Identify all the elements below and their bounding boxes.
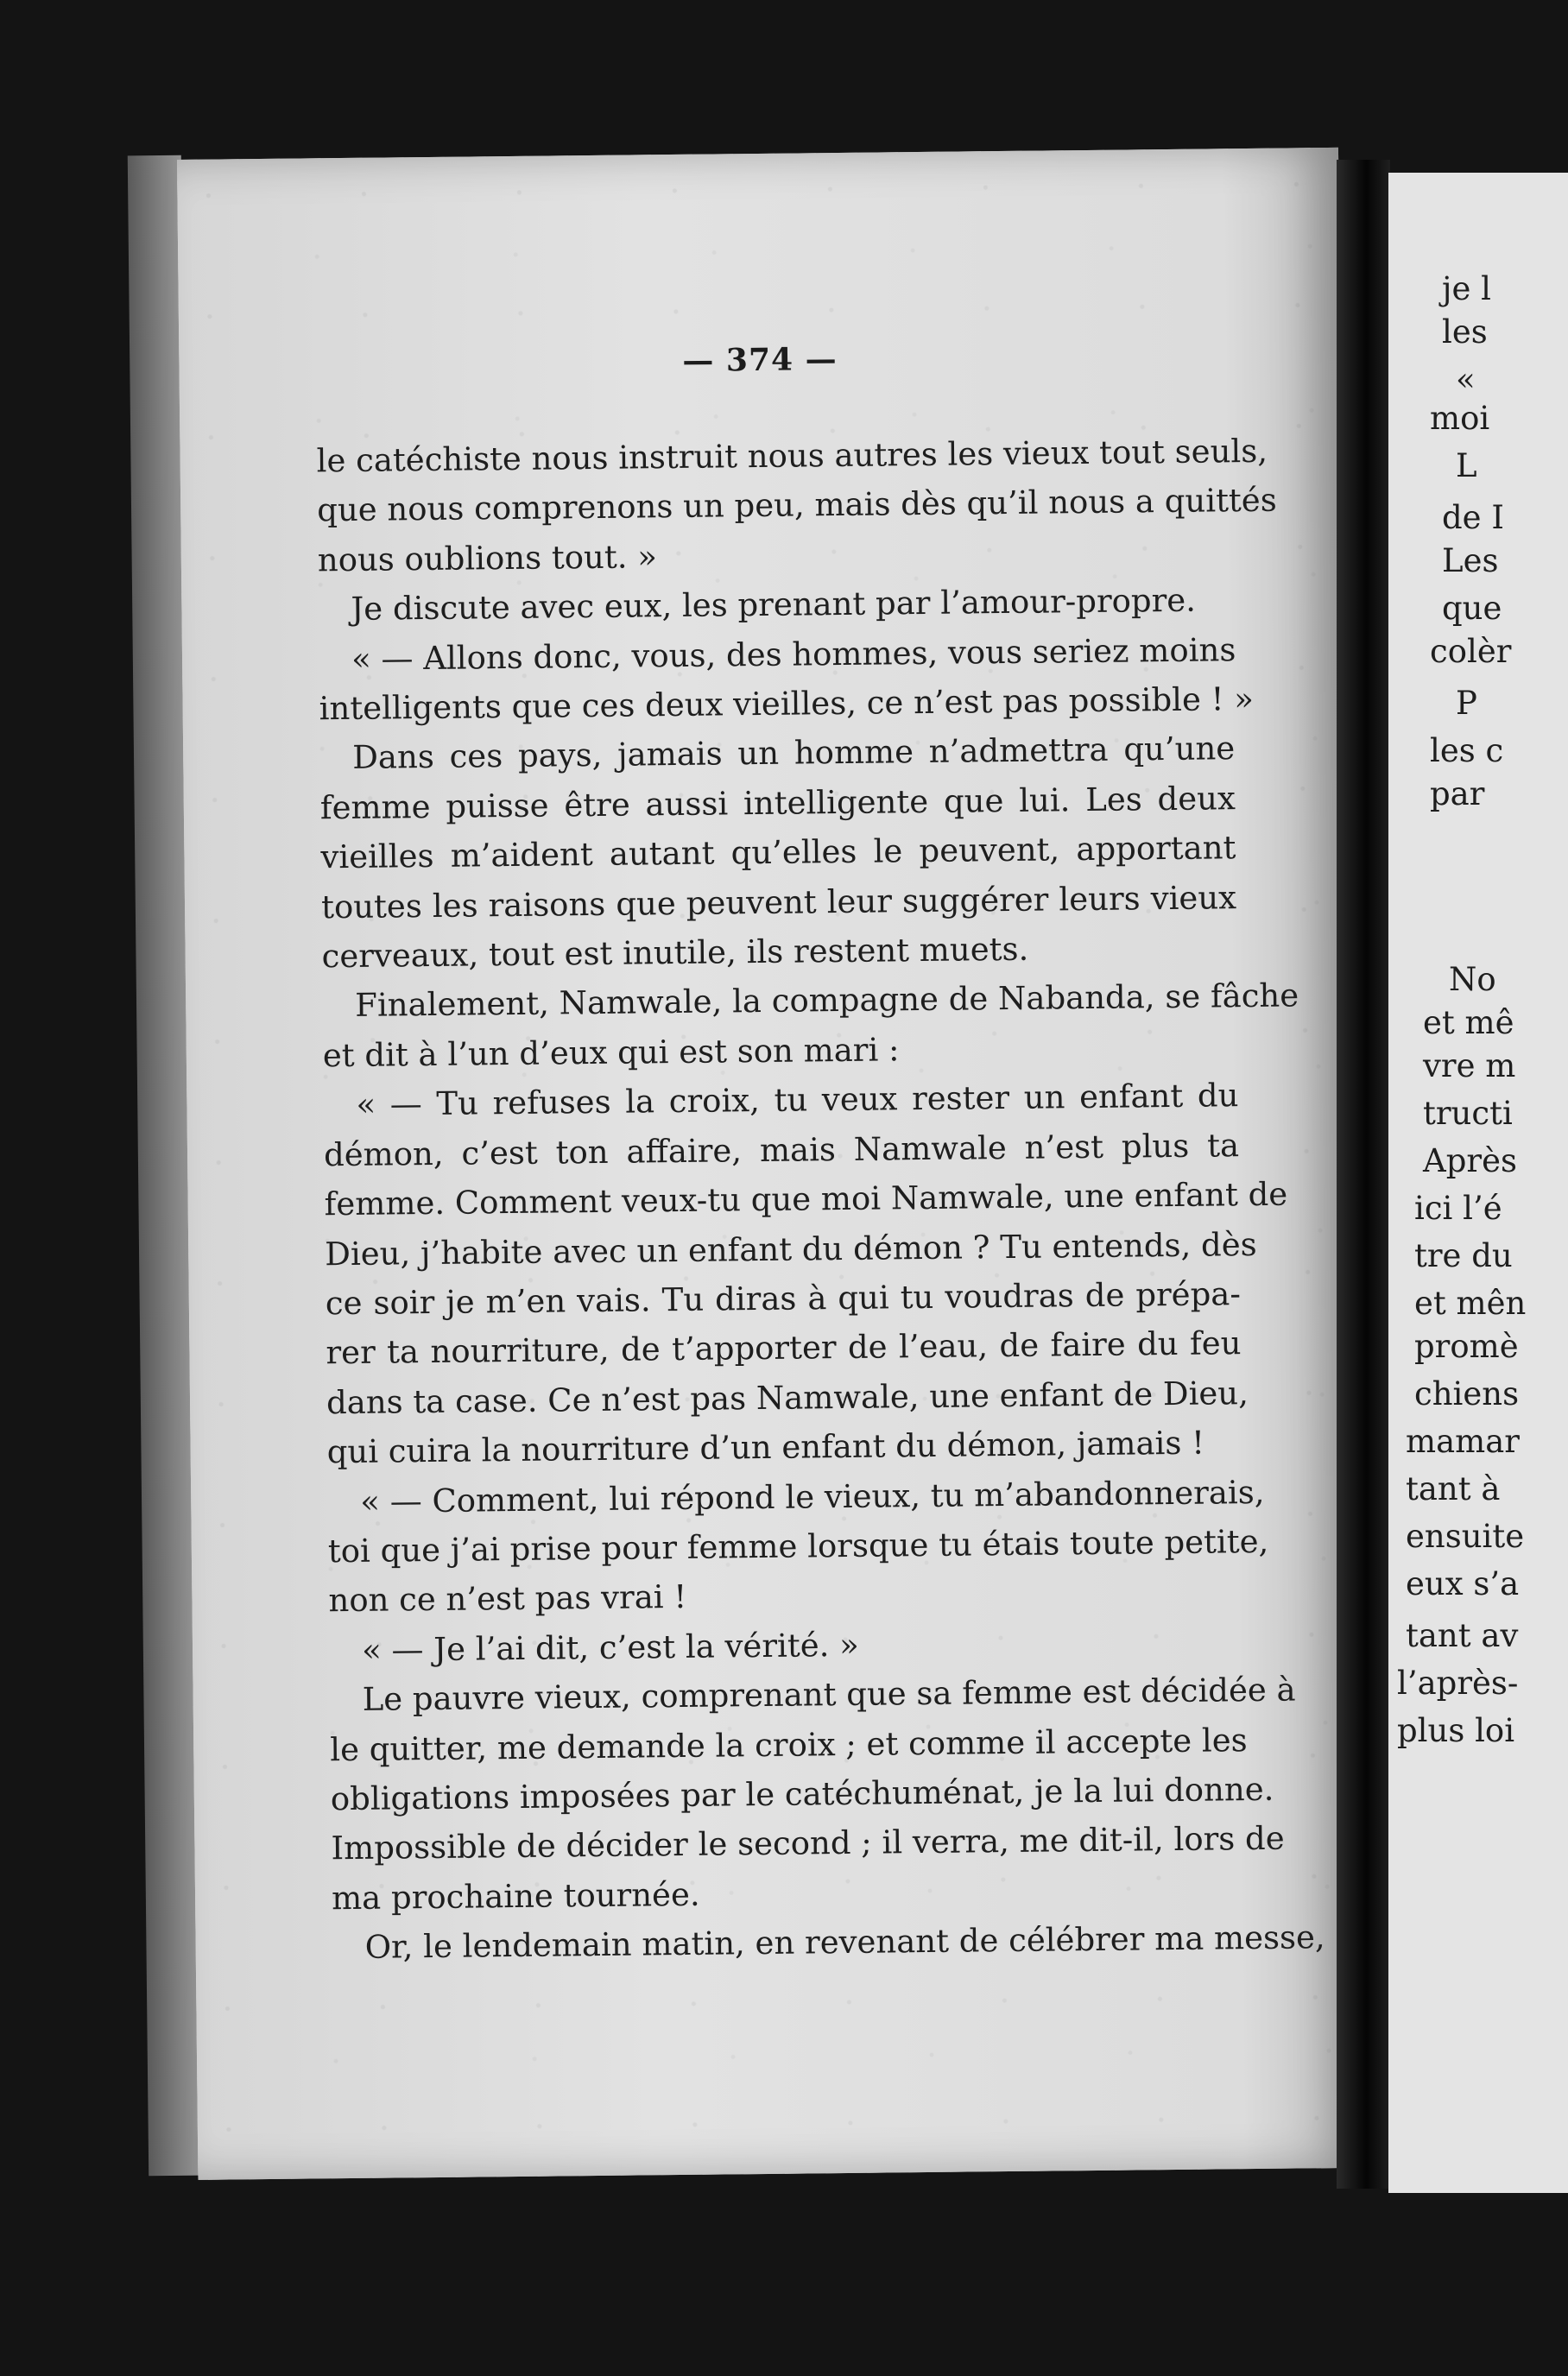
right-page-line: «: [1456, 361, 1476, 398]
text-line: « — Comment, lui répond le vieux, tu m’abandonnerais,: [360, 1473, 1265, 1520]
text-line: ma prochaine tournée.: [331, 1875, 700, 1918]
right-page-line: tre du: [1414, 1237, 1513, 1274]
text-line: toi que j’ai prise pour femme lorsque tu étais toute petite,: [327, 1522, 1269, 1570]
text-line: dans ta case. Ce n’est pas Namwale, une enfant de Dieu,: [326, 1374, 1249, 1421]
right-page-line: promè: [1414, 1328, 1519, 1365]
text-line: vieilles m’aident autant qu’elles le peuvent, apportant: [320, 829, 1236, 876]
right-page-line: ici l’é: [1414, 1190, 1502, 1227]
text-line: nous oublions tout. »: [317, 538, 658, 579]
right-page-fragment: [1388, 173, 1568, 2193]
text-line: « — Tu refuses la croix, tu veux rester un enfant du: [356, 1077, 1239, 1124]
text-line: Le pauvre vieux, comprenant que sa femme est décidée à: [362, 1671, 1296, 1719]
text-line: Dans ces pays, jamais un homme n’admettra qu’une: [352, 730, 1236, 777]
text-line: obligations imposées par le catéchuménat, je la lui donne.: [330, 1770, 1274, 1818]
text-line: Impossible de décider le second ; il verra, me dit-il, lors de: [331, 1820, 1285, 1867]
right-page-line: P: [1456, 685, 1477, 722]
right-page-line: par: [1430, 775, 1485, 812]
right-page-line: No: [1449, 961, 1496, 998]
right-page-line: les c: [1430, 732, 1504, 769]
text-line: femme puisse être aussi intelligente que lui. Les deux: [319, 780, 1236, 827]
right-page-line: ensuite: [1406, 1518, 1525, 1555]
text-line: Dieu, j’habite avec un enfant du démon ? Tu entends, dès: [325, 1225, 1257, 1273]
text-line: Or, le lendemain matin, en revenant de célébrer ma messe,: [364, 1918, 1325, 1967]
right-page-line: je l: [1442, 270, 1491, 307]
right-page-line: Après: [1423, 1142, 1517, 1179]
text-line: cerveaux, tout est inutile, ils restent muets.: [321, 930, 1029, 976]
text-line: Je discute avec eux, les prenant par l’amour-propre.: [351, 581, 1197, 629]
right-page-line: L: [1456, 447, 1477, 484]
right-page-line: Les: [1442, 542, 1499, 579]
right-page-line: tant à: [1406, 1470, 1501, 1507]
right-page-line: les: [1442, 313, 1488, 351]
page-number: — 374 —: [682, 341, 838, 379]
text-line: toutes les raisons que peuvent leur suggérer leurs vieux: [320, 878, 1237, 926]
right-page-line: et mê: [1423, 1004, 1514, 1041]
text-line: le quitter, me demande la croix ; et comme il accepte les: [330, 1721, 1248, 1768]
right-page-line: plus loi: [1397, 1712, 1515, 1749]
text-line: que nous comprenons un peu, mais dès qu’il nous a quittés: [317, 482, 1277, 529]
text-line: ce soir je m’en vais. Tu diras à qui tu voudras de prépa-: [325, 1275, 1242, 1323]
text-line: femme. Comment veux-tu que moi Namwale, une enfant de: [324, 1175, 1288, 1223]
right-page-line: et mên: [1414, 1285, 1527, 1322]
right-page-line: vre m: [1423, 1047, 1516, 1084]
right-page-line: que: [1442, 590, 1502, 627]
right-page-line: moi: [1430, 400, 1490, 437]
right-page-line: chiens: [1414, 1375, 1520, 1412]
text-line: démon, c’est ton affaire, mais Namwale n’est plus ta: [323, 1126, 1240, 1173]
text-line: et dit à l’un d’eux qui est son mari :: [322, 1031, 900, 1075]
text-line: intelligents que ces deux vieilles, ce n’est pas possible ! »: [319, 680, 1255, 728]
right-page-line: mamar: [1406, 1423, 1520, 1460]
text-line: qui cuira la nourriture d’un enfant du démon, jamais !: [326, 1424, 1205, 1471]
right-page-line: eux s’a: [1406, 1565, 1520, 1602]
page-body-text: [316, 427, 1325, 1973]
right-page-line: l’après-: [1397, 1665, 1519, 1702]
text-line: non ce n’est pas vrai !: [328, 1578, 687, 1620]
left-page: [177, 148, 1359, 2180]
book-gutter: [1337, 160, 1390, 2189]
text-line: le catéchiste nous instruit nous autres les vieux tout seuls,: [316, 432, 1268, 480]
text-line: Finalement, Namwale, la compagne de Nabanda, se fâche: [355, 976, 1299, 1025]
right-page-line: colèr: [1430, 633, 1512, 670]
right-page-line: tant av: [1406, 1617, 1519, 1654]
text-line: « — Allons donc, vous, des hommes, vous seriez moins: [351, 630, 1236, 678]
right-page-line: de I: [1442, 499, 1504, 536]
text-line: « — Je l’ai dit, c’est la vérité. »: [361, 1626, 859, 1669]
text-line: rer ta nourriture, de t’apporter de l’eau, de faire du feu: [326, 1324, 1242, 1372]
right-page-line: tructi: [1423, 1095, 1513, 1132]
